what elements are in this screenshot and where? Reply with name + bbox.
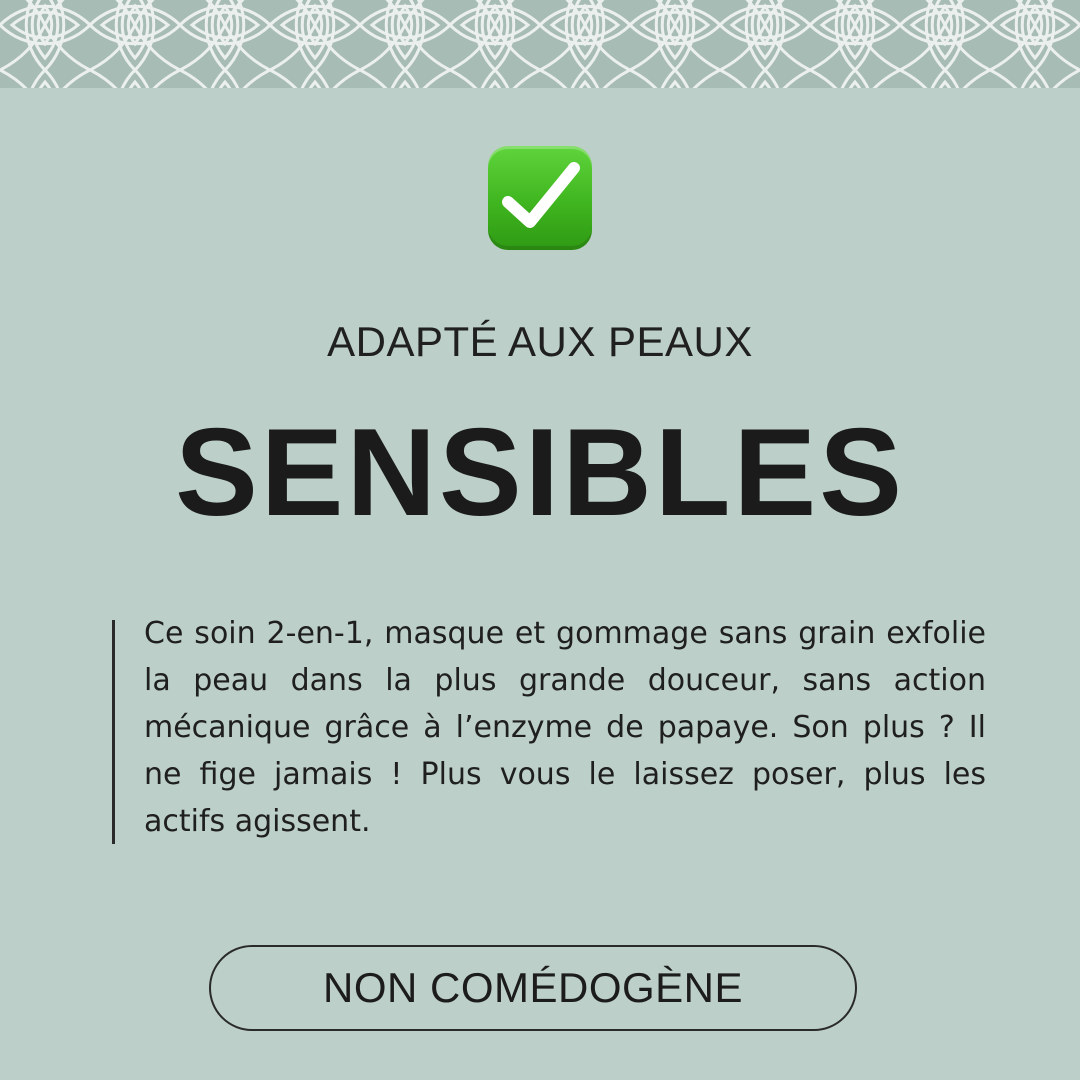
- accent-bar: [112, 620, 115, 844]
- description-text: Ce soin 2-en-1, masque et gommage sans grain exfolie la peau dans la plus grande douceur, sans action mécanique grâce à l’enzyme de papaye. Son plus ? Il ne fige jamais ! Plus vous le laissez poser, plus les actifs agissent.: [144, 616, 986, 839]
- decorative-pattern-band: [0, 0, 1080, 88]
- description-block: [112, 616, 988, 844]
- check-mark-icon: [488, 146, 592, 250]
- subtitle: ADAPTÉ AUX PEAUX: [327, 318, 753, 365]
- leaf-pattern-icon: [0, 0, 1080, 88]
- headline: SENSIBLES: [175, 404, 905, 542]
- pill-label: NON COMÉDOGÈNE: [322, 964, 744, 1011]
- non-comedogenic-badge: [209, 945, 857, 1031]
